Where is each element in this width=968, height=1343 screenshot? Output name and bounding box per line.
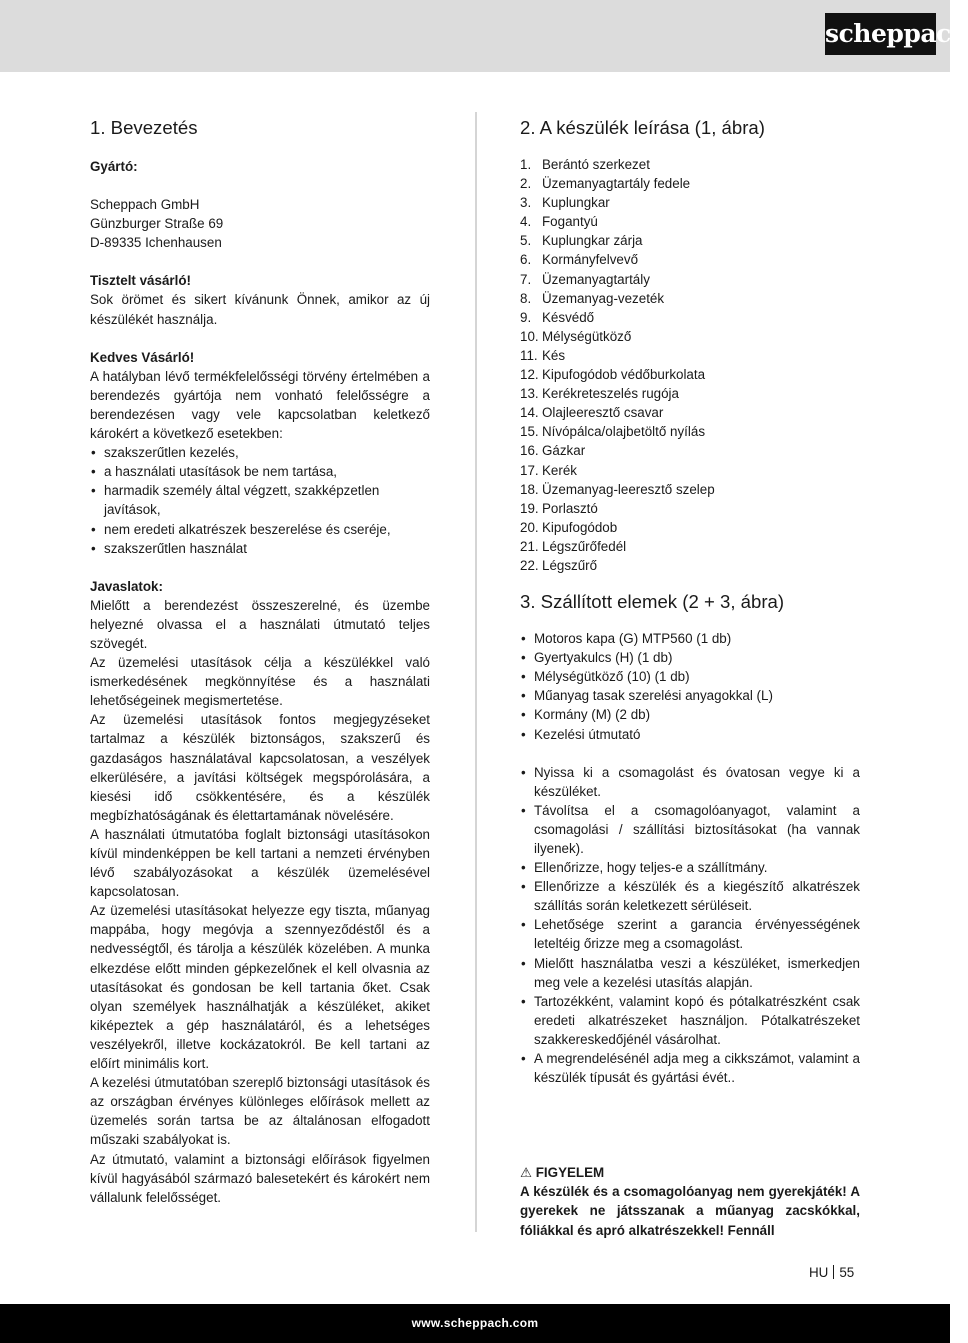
delivered-items-list: [520, 629, 860, 744]
part-item: 17. Kerék: [520, 462, 577, 478]
part-item: 10. Mélységütköző: [520, 328, 632, 344]
list-item: • Távolítsa el a csomagolóanyagot, valamint a csomagolási / szállítási biztosításokat (ha vannak ilyenek).: [520, 801, 860, 858]
list-item: • Tartozékként, valamint kopó és pótalkatrészként csak eredeti alkatrészeket használjon. Pótalkatrészeket szakkereskedőjénél vásárolhat.: [520, 992, 860, 1049]
warning-heading: [520, 1163, 860, 1182]
liability-text: A hatályban lévő termékfelelősségi törvény értelmében a berendezés gyártója nem vonható felelősségre a berendezésen vagy vele kapcsolatban keletkező károkért a következő esetekben:: [90, 368, 430, 442]
list-item: • Mielőtt használatba veszi a készüléket, ismerkedjen meg vele a kezelési utasítás alapján.: [520, 954, 860, 992]
address-line: D-89335 Ichenhausen: [90, 235, 222, 251]
part-item: 12. Kipufogódob védőburkolata: [520, 367, 706, 383]
part-item: 8. Üzemanyag-vezeték: [520, 290, 665, 306]
part-item: 3. Kuplungkar: [520, 195, 610, 211]
paragraph: Az útmutató, valamint a biztonsági előírások figyelmen kívül hagyásából származó balesetekért és károkért nem vállalunk felelősséget.: [90, 1151, 430, 1205]
footer-bar: [0, 1304, 950, 1343]
manufacturer-label: Gyártó:: [90, 159, 138, 174]
paragraph: A kezelési útmutatóban szereplő biztonsági utasítások és az országban érvényes különleges előírások mellett az üzemelés során tartsa be az általánosan elfogadott műszaki szabályokat is.: [90, 1075, 430, 1148]
list-item: • Gyertyakulcs (H) (1 db): [520, 648, 860, 667]
list-item: • Motoros kapa (G) MTP560 (1 db): [520, 629, 860, 648]
part-item: 2. Üzemanyagtartály fedele: [520, 176, 691, 192]
section-2-title: 2. A készülék leírása (1, ábra): [520, 117, 765, 138]
list-item: • Kezelési útmutató: [520, 725, 860, 744]
list-item: • a használati utasítások be nem tartása,: [90, 462, 430, 481]
part-item: 22. Légszűrő: [520, 557, 598, 573]
recommendations-heading: Javaslatok:: [90, 578, 163, 594]
left-column: [90, 116, 430, 1207]
warning-title: FIGYELEM: [535, 1165, 605, 1181]
part-item: 5. Kuplungkar zárja: [520, 233, 643, 249]
part-item: 19. Porlasztó: [520, 500, 598, 516]
part-item: 20. Kipufogódob: [520, 519, 618, 535]
list-item: • Ellenőrizze a készülék és a kiegészítő alkatrészek szállítás során keletkezett sérüléseit.: [520, 877, 860, 915]
paragraph: Mielőtt a berendezést összeszerelné, és üzembe helyezné olvassa el a használati útmutató teljes szövegét.: [90, 597, 430, 651]
list-item: • Műanyag tasak szerelési anyagokkal (L): [520, 686, 860, 705]
scheppach-logo: scheppach: [825, 13, 936, 55]
page-separator: [833, 1265, 834, 1279]
paragraph: Az üzemelési utasítások célja a készülékkel való ismerkedésének megkönnyítése és a használati lehetőségeinek megismertetése.: [90, 655, 430, 709]
list-item: • harmadik személy által végzett, szakképzetlen javítások,: [90, 481, 430, 519]
section-1-title: 1. Bevezetés: [90, 117, 198, 138]
parts-list: [520, 155, 860, 575]
website-url[interactable]: www.scheppach.com: [411, 1316, 539, 1330]
part-item: 6. Kormányfelvevő: [520, 252, 639, 268]
section-3-title: 3. Szállított elemek (2 + 3, ábra): [520, 591, 785, 613]
part-item: 15. Nívópálca/olajbetöltő nyílás: [520, 424, 706, 440]
part-item: 13. Kerékreteszelés rugója: [520, 386, 679, 402]
part-item: 18. Üzemanyag-leeresztő szelep: [520, 481, 715, 497]
dear-buyer-heading: Tisztelt vásárló!: [90, 273, 191, 289]
dear-customer-heading: Kedves Vásárló!: [90, 349, 195, 365]
list-item: • szakszerűtlen kezelés,: [90, 443, 430, 462]
part-item: 14. Olajleeresztő csavar: [520, 405, 664, 421]
list-item: • nem eredeti alkatrészek beszerelése és cseréje,: [90, 520, 430, 539]
header-bar: [0, 0, 968, 72]
paragraph: Az üzemelési utasításokat helyezze egy tiszta, műanyag mappába, hogy megóvja a szennyeződéstől és a nedvességtől, és tárolja a készülék közelében. A munka elkezdése előtt minden gépkezelőnek el kell olvasnia az utasításokat és gondosan be kell tartania őket. Csak olyan személyek használhatják a készüléket, akiket kiképeztek a gép használatáról, és a lehetséges veszélyekről, illetve kockázatokról. Be kell tartani az előírt minimális kort.: [90, 903, 430, 1072]
warning-text: A készülék és a csomagolóanyag nem gyerekjáték! A gyerekek ne játsszanak a műanyag zacskókkal, fóliákkal és apró alkatrészekkel! Fennáll: [520, 1184, 860, 1238]
part-item: 16. Gázkar: [520, 443, 586, 459]
list-item: • Nyissa ki a csomagolást és óvatosan vegye ki a készüléket.: [520, 763, 860, 801]
warning-icon: ⚠: [520, 1165, 533, 1181]
part-item: 7. Üzemanyagtartály: [520, 271, 650, 287]
column-divider: [475, 112, 477, 1232]
right-column: [520, 116, 860, 1240]
list-item: • Mélységütköző (10) (1 db): [520, 667, 860, 686]
list-item: • szakszerűtlen használat: [90, 539, 430, 558]
list-item: • Lehetősége szerint a garancia érvényességének leteltéig őrizze meg a csomagolást.: [520, 915, 860, 953]
manufacturer-address: [90, 195, 430, 252]
list-item: • Ellenőrizze, hogy teljes-e a szállítmány.: [520, 858, 860, 877]
address-line: Scheppach GmbH: [90, 197, 200, 213]
paragraph: A használati útmutatóba foglalt biztonsági utasításokon kívül mindenképpen be kell tartani a nemzeti érvényben lévő szabályozásokat a készülék üzemelésével kapcsolatosan.: [90, 826, 430, 900]
part-item: 21. Légszűrőfedél: [520, 538, 627, 554]
page-index: 55: [839, 1265, 855, 1280]
list-item: • A megrendelésénél adja meg a cikkszámot, valamint a készülék típusát és gyártási évét..: [520, 1049, 860, 1087]
part-item: 11. Kés: [520, 347, 566, 363]
paragraph: Az üzemelési utasítások fontos megjegyzéseket tartalmaz a készülék biztonságos, szakszerű és gazdaságos használatával kapcsolatosan, a veszélyek elkerülésére, a javítási költségek megspórolására, a kiesési idő csökkentésére, és a készülék megbízhatóságának és élettartamának növelésére.: [90, 712, 430, 823]
page-number: [809, 1265, 854, 1280]
language-code: HU: [809, 1265, 829, 1280]
part-item: 9. Késvédő: [520, 309, 595, 325]
unpacking-instructions-list: [520, 763, 860, 1088]
part-item: 4. Fogantyú: [520, 214, 598, 230]
list-item: • Kormány (M) (2 db): [520, 705, 860, 724]
part-item: 1. Berántó szerkezet: [520, 157, 650, 172]
liability-list: [90, 443, 430, 558]
address-line: Günzburger Straße 69: [90, 216, 224, 232]
dear-buyer-text: Sok örömet és sikert kívánunk Önnek, amikor az új készülékét használja.: [90, 292, 430, 327]
